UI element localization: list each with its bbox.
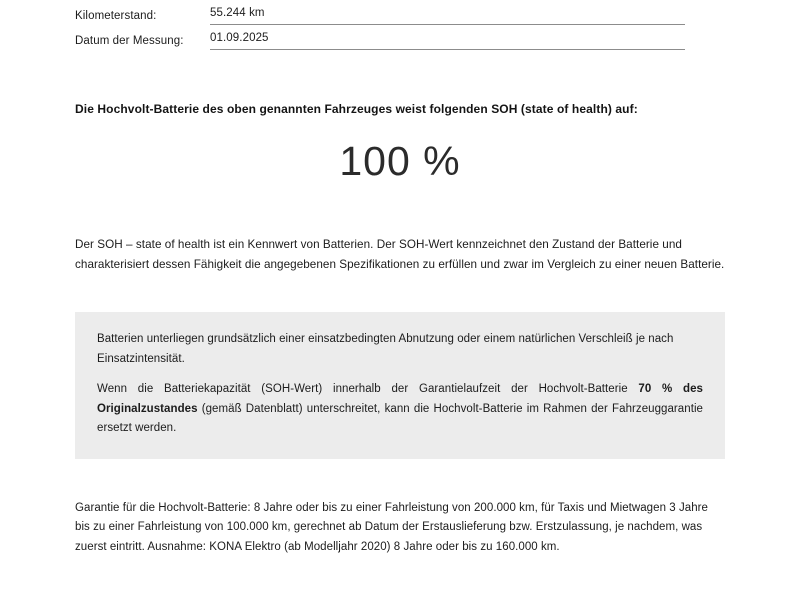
soh-statement: Die Hochvolt-Batterie des oben genannten Fahrzeuges weist folgenden SOH (state of health) auf: [75, 102, 638, 116]
notice-box [75, 312, 725, 459]
notice-paragraph-2-part-1: Wenn die Batteriekapazität (SOH-Wert) innerhalb der Garantielaufzeit der Hochvolt-Batterie [97, 383, 639, 395]
mileage-label: Kilometerstand: [75, 10, 157, 22]
field-row-measurement-date [75, 25, 725, 50]
notice-paragraph-1: Batterien unterliegen grundsätzlich einer einsatzbedingten Abnutzung oder einem natürlichen Verschleiß je nach Einsatzintensität. [97, 333, 674, 365]
warranty-text: Garantie für die Hochvolt-Batterie: 8 Jahre oder bis zu einer Fahrleistung von 200.000 km, für Taxis und Mietwagen 3 Jahre bis zu einer Fahrleistung von 100.000 km, gerechnet ab Datum der Erstauslieferung bzw. Erstzulassung, je nachdem, was zuerst eintritt. Ausnahme: KONA Elektro (ab Modelljahr 2020) 8 Jahre oder bis zu 160.000 km. [75, 501, 708, 553]
field-row-mileage [75, 0, 725, 25]
soh-value: 100 % [339, 138, 461, 184]
soh-explanation: Der SOH – state of health ist ein Kennwert von Batterien. Der SOH-Wert kennzeichnet den Zustand der Batterie und charakterisiert dessen Fähigkeit die angegebenen Spezifikationen zu erfüllen und zwar im Vergleich zu einer neuen Batterie. [75, 238, 725, 271]
mileage-value: 55.244 km [210, 7, 265, 19]
mileage-value-line [210, 3, 685, 25]
measurement-date-value-line [210, 28, 685, 50]
vehicle-fields [75, 0, 725, 50]
notice-paragraph-2 [97, 380, 703, 439]
measurement-date-value: 01.09.2025 [210, 32, 269, 44]
notice-paragraph-2-part-2: (gemäß Datenblatt) unterschreitet, kann die Hochvolt-Batterie im Rahmen der Fahrzeuggarantie ersetzt werden. [97, 402, 703, 434]
measurement-date-label: Datum der Messung: [75, 35, 184, 47]
notice-paragraph-2-bold: 70 % des Originalzustandes [97, 383, 704, 415]
